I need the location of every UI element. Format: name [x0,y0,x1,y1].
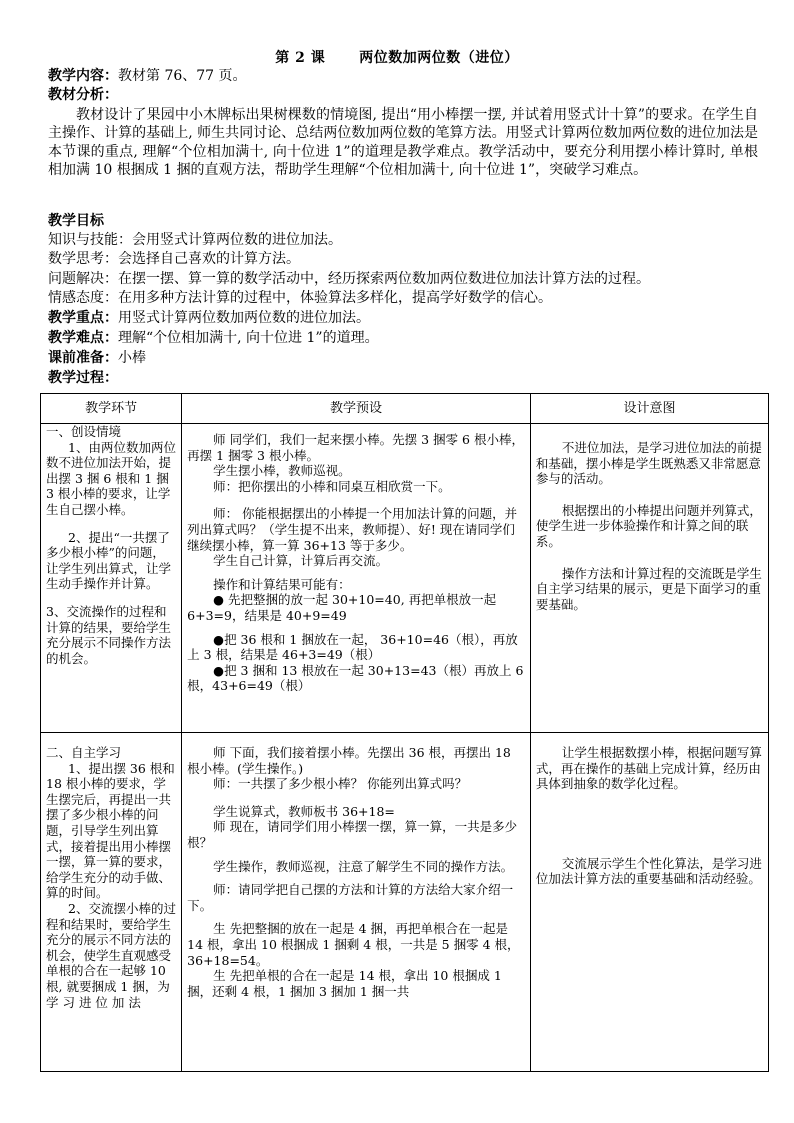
stage-step: 1、由两位数加两位数不进位加法开始，提出摆 3 捆 6 根和 1 捆 3 根小棒的要求，让学生自己摆小棒。 [46,439,176,517]
plan-line: 生 先把单根的合在一起是 14 根，拿出 10 根捆成 1 捆，还剩 4 根，1 捆加 3 捆加 1 捆一共 [187,968,502,999]
key-point-label: 教学重点： [48,310,118,326]
lesson-number: 第 2 课 [275,50,326,66]
stage-step: 2、交流摆小棒的过程和结果时，要给学生充分的展示不同方法的机会，使学生直观感受单根的合在一起够 10 根, 就要捆成 1 捆，为 学 习 进 位 加 法 [46,900,176,1010]
intent-line: 操作方法和计算过程的交流既是学生自主学习结果的展示，更是下面学习的重要基础。 [535,565,762,612]
teaching-content [48,67,758,85]
plan-line: 师： 你能根据摆出的小棒提一个用加法计算的问题，并列出算式吗？（学生提不出来，教师提）、好! 现在请同学们继续摆小棒，算一算 36+13 等于多少。 [187,506,518,553]
stage-cell [41,424,182,733]
material-analysis-text: 教材设计了果园中小木牌标出果树棵数的情境图, 提出“用小棒摆一摆, 并试着用竖式计十算”的要求。在学生自主操作、计算的基础上, 师生共同讨论、总结两位数加两位数的笔算方法。用竖式计算两位数加两位数的进位加法是本节课的重点, 理解“个位相加满十, 向十位进 1”的道理是教学难点。教学活动中，要充分利用摆小棒计算时, 单根相加满 10 根捆成 1 捆的直观方法，帮助学生理解“个位相加满十, 向十位进 1”，突破学习难点。 [48,107,758,178]
teaching-content-label: 教学内容： [48,68,118,84]
preparation-label: 课前准备： [48,350,118,366]
plan-line: 师 下面，我们接着摆小棒。先摆出 36 根，再摆出 18 根小棒。(学生操作。) [187,745,511,776]
teaching-process-table [40,393,769,1072]
stage-cell [41,733,182,1072]
material-analysis-label: 教材分析： [48,87,118,103]
difficulty-label: 教学难点： [48,330,118,346]
intent-line: 让学生根据数摆小棒，根据问题写算式，再在操作的基础上完成计算，经历由具体到抽象的数学化过程。 [535,745,762,792]
header-plan: 教学预设 [182,394,531,424]
stage-step: 1、提出摆 36 根和 18 根小棒的要求，学生摆完后，再提出一共摆了多少根小棒的问题，引导学生列出算式，接着提出用小棒摆一摆，算一算的要求，给学生充分的动手做、算的时间。 [46,760,175,901]
preparation [48,349,758,367]
key-point-value: 用竖式计算两位数加两位数的进位加法。 [118,310,370,326]
plan-line: 操作和计算结果可能有： [213,576,351,592]
stage-title: 二、自主学习 [46,745,122,760]
intent-line: 根据摆出的小棒提出问题并列算式，使学生进一步体验操作和计算之间的联系。 [535,502,762,549]
plan-cell [182,424,531,733]
header-intent: 设计意图 [530,394,768,424]
table-row [41,424,769,733]
goal-item: 问题解决：在摆一摆、算一算的数学活动中，经历探索两位数加两位数进位加法计算方法的过程。 [48,271,650,287]
teaching-content-value: 教材第 76、77 页。 [118,68,247,84]
plan-line: 师：请同学把自己摆的方法和计算的方法给大家介绍一下。 [187,882,514,913]
preparation-value: 小棒 [118,350,146,366]
plan-line: 学生说算式，教师板书 36+18= [213,803,395,819]
plan-line: 师：一共摆了多少根小棒？ 你能列出算式吗？ [213,776,468,792]
difficulty [48,329,758,347]
plan-line: 学生摆小棒，教师巡视。 [213,463,351,479]
goal-item: 情感态度：在用多种方法计算的过程中，体验算法多样化，提高学好数学的信心。 [48,290,552,306]
lesson-title [0,47,794,67]
goal-item: 知识与技能：会用竖式计算两位数的进位加法。 [48,232,342,248]
intent-cell [530,424,768,733]
plan-line: ● 先把整捆的放一起 30+10=40, 再把单根放一起 6+3=9，结果是 40+9=49 [187,592,497,623]
stage-title: 一、创设情境 [46,424,122,439]
table-header-row [41,394,769,424]
plan-line: 师 同学们，我们一起来摆小棒。先摆 3 捆零 6 根小棒，再摆 1 捆零 3 根小棒。 [187,432,524,463]
plan-line: 师 现在，请同学们用小棒摆一摆，算一算，一共是多少根？ [187,819,518,850]
plan-line: ●把 36 根和 1 捆放在一起， 36+10=46（根），再放上 3 根，结果是 46+3=49（根） [187,631,518,663]
intent-line: 交流展示学生个性化算法，是学习进位加法计算方法的重要基础和活动经验。 [535,855,762,887]
intent-cell [530,733,768,1072]
plan-cell [182,733,531,1072]
lesson-topic: 两位数加两位数（进位） [359,50,519,66]
stage-step: 2、提出“一共摆了多少根小棒”的问题，让学生列出算式，让学生动手操作并计算。 [46,529,172,592]
table-row [41,733,769,1072]
plan-line: 学生自己计算，计算后再交流。 [213,553,389,569]
material-analysis-heading [48,86,758,104]
goal-item: 数学思考：会选择自己喜欢的计算方法。 [48,251,300,267]
intent-line: 不进位加法，是学习进位加法的前提和基础，摆小棒是学生既熟悉又非常愿意参与的活动。 [535,440,762,487]
stage-step: 3、交流操作的过程和计算的结果，要给学生充分展示不同操作方法的机会。 [46,603,172,666]
plan-line: ●把 3 捆和 13 根放在一起 30+13=43（根）再放上 6 根，43+6=49（根） [187,662,524,694]
goals-heading [48,212,758,230]
header-stage: 教学环节 [41,394,182,424]
process-heading [48,369,758,387]
process-label: 教学过程： [48,370,118,386]
plan-line: 生 先把整捆的放在一起是 4 捆，再把单根合在一起是 14 根，拿出 10 根捆成 1 捆剩 4 根，一共是 5 捆零 4 根，36+18=54。 [187,921,520,968]
plan-line: 学生操作，教师巡视，注意了解学生不同的操作方法。 [213,858,514,874]
key-point [48,309,758,327]
goals-label: 教学目标 [48,213,104,229]
difficulty-value: 理解“个位相加满十, 向十位进 1”的道理。 [118,330,379,346]
plan-line: 师：把你摆出的小棒和同桌互相欣赏一下。 [213,478,451,494]
